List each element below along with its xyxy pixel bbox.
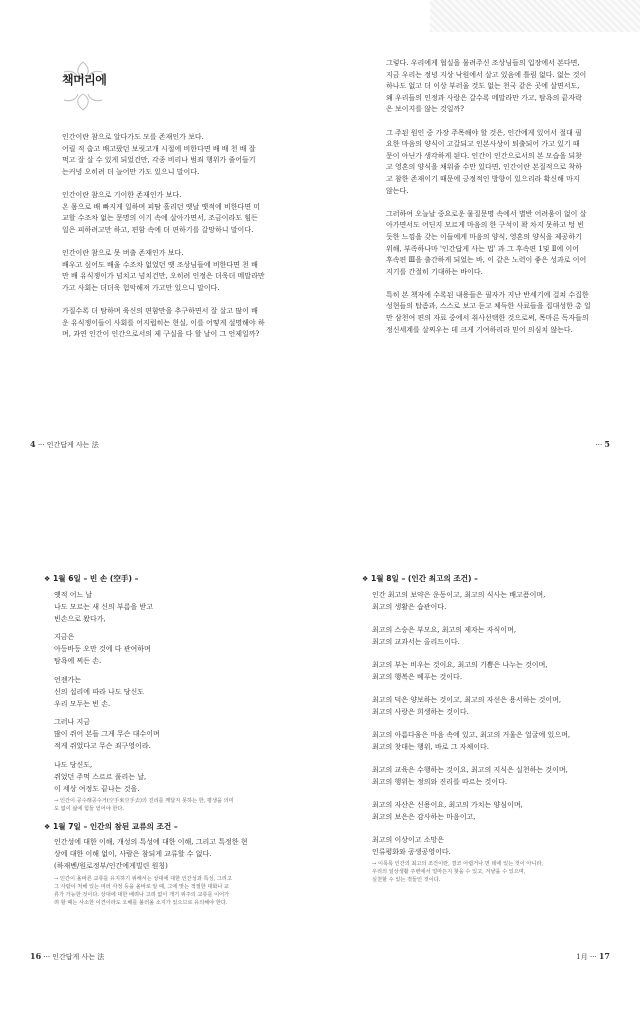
- preface-title: 책머리에: [62, 73, 107, 87]
- stanza: [372, 799, 600, 823]
- note-line: 우리의 일상생활 주변에서 얼마든지 찾을 수 있고, 겨냥을 수 있으며,: [372, 868, 526, 875]
- verse-line: 빈손으로 왔다가,: [54, 614, 106, 623]
- text-line: 하나도 없고 더 이상 부러울 것도 없는 천국 같은 곳에 살면서도,: [386, 82, 580, 91]
- entry-jan8: [362, 573, 600, 884]
- stanza: [372, 834, 600, 858]
- note-line: 실천할 수 있는 것들인 것이다.: [372, 876, 441, 883]
- page-footer-16: [30, 951, 104, 962]
- text-line: 후속편 Ⅲ을 출간하게 되었는 바, 이 같은 노력이 좋은 성과로 이어: [386, 256, 587, 265]
- stanza: [372, 694, 600, 718]
- page-16: [44, 573, 296, 915]
- paragraph: [62, 248, 290, 294]
- note-line: 그 사람이 처해 있는 여러 사정 등을 올바로 알 때, 그에 맞는 적절한 대화나 교: [54, 884, 230, 891]
- page-number: 16: [30, 951, 42, 961]
- text-line: 인간이란 참으로 알다가도 모를 존재인가 보다.: [62, 133, 204, 141]
- stanza: [372, 624, 600, 648]
- verse-line: 적게 쥐었다고 무슨 죄구영이라.: [54, 742, 151, 751]
- text-line: 먹고 잘 살 수 있게 되었건만, 각종 비리나 범죄 행위가 줄어들기: [62, 156, 256, 165]
- paragraph: [386, 209, 598, 279]
- page-17: [362, 573, 600, 892]
- text-line: 일은 피하려고만 하고, 편함 속에 더 편하기를 갈망하니 말이다.: [62, 225, 254, 234]
- verse-line: 최고의 행복은 베푸는 것이다.: [372, 672, 463, 681]
- verse-line: 최고의 자산은 신용이요, 최고의 가치는 양심이며,: [372, 800, 523, 809]
- paragraph: [62, 132, 290, 178]
- note-line: 류가 가능한 것이다. 상대에 대한 배려나 고려 없이 개기 위주의 교류를 이어가: [54, 892, 230, 899]
- text-line: 인간이란 참으로 못 버출 존재인가 보다.: [62, 248, 184, 257]
- preface-title-block: [62, 58, 290, 128]
- page-footer-5: [596, 439, 611, 449]
- verse-line: 아등바등 오만 것에 다 관여하며: [54, 645, 151, 654]
- running-title: ··· 인간답게 사는 法: [43, 953, 105, 961]
- preface-left-body: [62, 132, 290, 341]
- verse-line: 언젠가는: [54, 675, 82, 684]
- page-number: 5: [604, 439, 610, 449]
- entry-heading-text: 1월 7일 – 인간의 참된 교류의 조건 –: [52, 821, 178, 831]
- body-line: 상에 대한 이해 없이, 사람은 참되게 교류할 수 없다.: [54, 850, 212, 859]
- paragraph: [62, 306, 290, 341]
- page-footer-4: [30, 439, 99, 450]
- text-line: 배우고 싶어도 배울 수조차 없었던 옛 조상님들에 비한다면 천 배: [62, 260, 258, 269]
- body-line: 인간성에 대한 이해, 개성의 특성에 대한 이해, 그리고 특정한 현: [54, 838, 248, 847]
- verse-line: 최고의 이상이고 소망은: [372, 835, 445, 844]
- stanza: [54, 631, 296, 667]
- verse-line: 옛적 어느 날: [54, 590, 93, 599]
- verse-line: 최고의 사랑은 희생하는 것이다.: [372, 707, 469, 716]
- text-line: 지기를 간절히 기대하는 바이다.: [386, 267, 483, 276]
- text-line: 어릴 적 춥고 배고팠던 보릿고개 시절에 비한다면 배 배 천 배 잘: [62, 144, 256, 153]
- paragraph: [386, 290, 598, 336]
- verse-line: 최고의 보은은 감사하는 마음이고,: [372, 812, 476, 821]
- verse-line: 최고의 교육은 수행하는 것이요, 최고의 지식은 실천하는 것이며,: [372, 765, 568, 774]
- verse-line: 최고의 덕은 양보하는 것이고, 최고의 자선은 용서하는 것이며,: [372, 695, 562, 704]
- text-line: 아가면서도 어딘지 모르게 마음의 한 구석이 꽉 차지 못하고 텅 빈: [386, 221, 585, 230]
- note-line: 려 할 때는 사소한 이견이라도 오해를 불러올 소지가 있으므로 유의해야 한다.: [54, 900, 228, 907]
- text-line: 위해, 부족하나마 '인간답게 사는 법' 과 그 후속편 1및 Ⅱ에 이어: [386, 244, 580, 253]
- stanza: [372, 729, 600, 753]
- note-line: → 이목록 인간의 최고의 조건이란, 결코 어렵거나 먼 데에 있는 것이 아니라,: [372, 860, 544, 867]
- corner-pattern: [430, 0, 640, 32]
- paragraph: [386, 128, 598, 198]
- text-line: 않는다.: [386, 186, 409, 195]
- stanza: [54, 716, 296, 752]
- entry-heading-text: 1월 6일 – 빈 손 (空手) –: [52, 574, 139, 583]
- entry-heading: [44, 573, 296, 586]
- page-number: 4: [30, 439, 36, 449]
- text-line: 지금 우리는 정녕 지상 낙원에서 살고 있음에 틀림 없다. 없는 것이: [386, 70, 587, 79]
- note-line: → 인간이 올바른 교류를 유지하기 위해서는 상대에 대한 인간성과 특성, 그리고: [54, 876, 232, 883]
- paragraph: [62, 190, 290, 236]
- stanza: [54, 589, 296, 625]
- text-line: 특히 본 책자에 수록된 내용들은 필자가 지난 반세기에 걸쳐 수집한: [386, 290, 589, 299]
- verse-line: 최고의 부는 비우는 것이요, 최고의 기쁨은 나누는 것이며,: [372, 660, 548, 669]
- verse-line: 우리 모두는 빈 손.: [54, 699, 111, 708]
- entry-note: [372, 860, 600, 884]
- entry-heading-text: 1월 8일 – (인간 최고의 조건) –: [370, 574, 478, 583]
- verse-line: 많이 쥐어 본들 그게 무슨 대수이며: [54, 730, 160, 739]
- diamond-bullet-icon: ❖: [44, 822, 51, 831]
- note-line: 도 없이 삶에 힘들 얻어야 한다.: [54, 805, 125, 812]
- body-line: (하재벤/원로정부/인간에게빌린 원칭): [54, 862, 168, 871]
- verse-line: 최고의 행위는 정의와 진리를 따르는 것이다.: [372, 777, 508, 786]
- verse-line: 최고의 찻대는 행위, 바로 그 자체이다.: [372, 742, 490, 751]
- entry-body: [54, 836, 296, 872]
- note-line: → 인간이 공수래공수거(空手來空手去)의 진리를 깨달지 못하는 한, 평생을 의미: [54, 797, 234, 804]
- text-line: 그렇다. 우리에게 협실을 물려주신 조상님들의 입장에서 본다면,: [386, 59, 580, 67]
- verse-line: 인간 최고의 보약은 운동이고, 최고의 식사는 배고픔이며,: [372, 590, 546, 599]
- entry-jan7: [44, 821, 296, 908]
- verse-line: 신의 섭리에 따라 나도 당신도: [54, 687, 145, 696]
- running-month: 1月 ···: [576, 953, 597, 961]
- entry-heading: [362, 573, 600, 586]
- text-line: 는커녕 오히려 더 늘어만 가도 있으니 말이다.: [62, 167, 200, 176]
- running-dots: ···: [595, 441, 603, 449]
- text-line: 교할 수조차 없는 문명의 이기 속에 살아가면서, 조금이라도 힘든: [62, 214, 258, 223]
- entry-note: [54, 875, 296, 907]
- text-line: 그러하여 오늘날 중요로운 물질문명 속에서 별반 어려움이 없이 살: [386, 209, 587, 218]
- text-line: 만 배 유식쟁이가 넘치고 넘치건만, 오히려 인정은 더욱더 메말라만: [62, 272, 265, 281]
- verse-line: 최고의 스승은 부모요, 최고의 제자는 자식이며,: [372, 625, 517, 634]
- verse-line: 나도 모르는 새 신의 부름을 받고: [54, 602, 154, 611]
- text-line: 고 참한 존재이기 때문에 긍정적인 방향이 있으리라 확신해 마지: [386, 174, 580, 183]
- text-line: 만 삼천여 편의 자료 중에서 취사선택한 것으로써, 목마른 독자들의: [386, 314, 589, 323]
- page-footer-17: [576, 951, 610, 962]
- verse-line: 최고의 생활은 습관이다.: [372, 602, 447, 611]
- text-line: 며, 과연 인간이 인간으로서의 제 구실을 다 할 날이 그 언제일까?: [62, 330, 260, 339]
- text-line: 가질수록 더 탐하며 육신의 편함만을 추구하면서 잘 살고 많이 배: [62, 306, 258, 315]
- text-line: 고 영혼의 양식을 채워줄 수만 있다면, 인간이란 본질적으로 착하: [386, 163, 582, 172]
- text-line: 문이 아닌가 생각하게 된다. 인간이 인간으로서의 본 모습을 되찾: [386, 151, 582, 160]
- paragraph: [386, 58, 598, 116]
- text-line: 운 유식쟁이들이 사회를 어지럽히는 현실, 이를 어떻게 설명해야 하: [62, 318, 265, 327]
- text-line: 가고 사회는 더더욱 험악해져 가고만 있으니 말이다.: [62, 283, 220, 292]
- verse-line: 인류평화와 공생공영이다.: [372, 847, 451, 856]
- verse-line: 나도 당신도,: [54, 760, 93, 769]
- text-line: 성현들의 탑좀과, 스스로 보고 듣고 체득한 사료들을 집대성한 총 일: [386, 302, 591, 311]
- page-4: [62, 58, 290, 352]
- stanza: [54, 759, 296, 795]
- verse-line: 최고의 교과서는 올리드이다.: [372, 637, 460, 646]
- text-line: 온 몸으로 배 빠지게 일하며 피땀 흘리던 옛날 옛적에 비한다면 미: [62, 202, 261, 211]
- text-line: 그 주된 원인 중 가장 주목해야 할 것은, 인간에게 있어서 절대 필: [386, 128, 582, 137]
- verse-line: 지금은: [54, 633, 75, 642]
- stanza: [372, 589, 600, 613]
- verse-line: 이 세상 여정도 끝나는 것을.: [54, 784, 140, 793]
- verse-line: 그러나 지금: [54, 718, 91, 727]
- entry-note: [54, 797, 296, 813]
- entry-heading: [44, 821, 296, 834]
- running-title: ··· 인간답게 사는 法: [37, 441, 99, 449]
- stanza: [372, 764, 600, 788]
- stanza: [372, 659, 600, 683]
- text-line: 듯한 느낌을 갖는 이들에게 마음의 양식, 영혼의 양식을 제공하기: [386, 232, 582, 241]
- verse-line: 탐욕에 찌든 손.: [54, 657, 102, 666]
- text-line: 정신세계를 살찌우는 데 크게 기여하리라 믿어 의심치 않는다.: [386, 325, 573, 334]
- stanza: [54, 674, 296, 710]
- diamond-bullet-icon: ❖: [44, 575, 51, 583]
- text-line: 은 보이지를 않는 것일까?: [386, 105, 465, 114]
- text-line: 요한 마음의 양식이 고갈되고 인본사상이 퇴출되어 가고 있기 때: [386, 140, 580, 149]
- text-line: 왜 우리들의 인정과 사랑은 갈수록 메말라만 가고, 탐욕의 끝자락: [386, 93, 582, 102]
- verse-line: 최고의 아름다움은 마음 속에 있고, 최고의 거울은 얼굴에 있으며,: [372, 730, 571, 739]
- diamond-bullet-icon: ❖: [362, 575, 369, 583]
- page-5: [386, 58, 598, 348]
- entry-jan6: [44, 573, 296, 813]
- verse-line: 쥐었던 주먹 스르르 풀리는 날,: [54, 772, 147, 781]
- text-line: 인간이란 참으로 기이한 존재인가 보다.: [62, 190, 182, 199]
- page-number: 17: [598, 951, 610, 961]
